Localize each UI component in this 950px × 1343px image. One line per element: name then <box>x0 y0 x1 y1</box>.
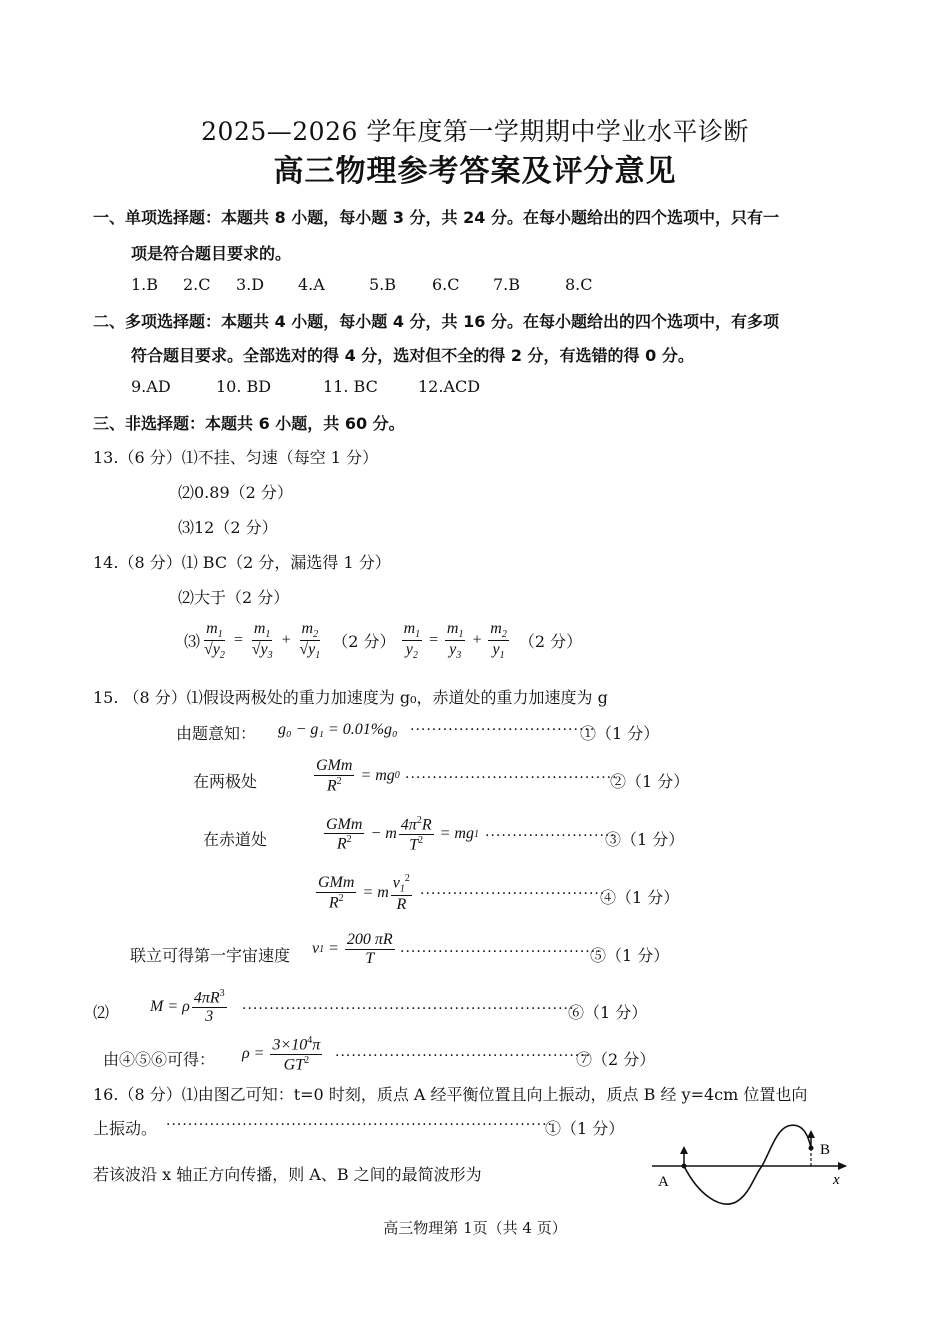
leader-dots: ····························································· <box>242 1001 575 1017</box>
q13-line2: ⑵0.89（2 分） <box>178 483 293 502</box>
section1-answers <box>131 275 593 294</box>
leader-dots: ·································· <box>420 886 606 902</box>
q14-line2: ⑵大于（2 分） <box>178 588 290 607</box>
leader-dots: ························ <box>485 828 616 844</box>
label-a: A <box>658 1174 669 1190</box>
q14-line3 <box>184 620 582 661</box>
q14-score-b: （2 分） <box>518 632 583 652</box>
q15-part2-label: ⑵ <box>93 1003 110 1022</box>
q15-eq5-mark: ⑤（1 分） <box>590 946 670 965</box>
q15-eq5-label: 联立可得第一宇宙速度 <box>130 946 291 965</box>
q16-line2: 上振动。 <box>93 1119 158 1138</box>
page-footer: 高三物理第 1页（共 4 页） <box>383 1219 567 1237</box>
q13-line1: 13.（6 分）⑴不挂、匀速（每空 1 分） <box>93 448 379 467</box>
leader-dots: ······································································· <box>166 1117 553 1133</box>
leader-dots: ··············································· <box>335 1048 592 1064</box>
q15-eq3-mark: ③（1 分） <box>605 830 685 849</box>
section2-answers <box>131 377 480 396</box>
leader-dots: ·································· <box>410 722 596 738</box>
q15-eq6-mark: ⑥（1 分） <box>568 1003 648 1022</box>
q15-eq4-mark: ④（1 分） <box>600 888 680 907</box>
q15-eq3-label: 在赤道处 <box>203 830 268 849</box>
q15-eq7: ρ = $\frac{3\times 10^4\pi}{GT^2}$ <box>242 1035 321 1074</box>
arrow-head <box>807 1130 815 1138</box>
answer: 9.AD <box>131 377 171 396</box>
answer-key-title: 高三物理参考答案及评分意见 <box>273 154 677 189</box>
q15-eq2: $\frac{\text{GMm}}{R^2}$ = mg 0 <box>316 757 400 794</box>
wave-curve <box>684 1125 811 1204</box>
arrow-head <box>680 1146 688 1154</box>
answer: 11. BC <box>323 377 378 396</box>
q14-score-a: （2 分） <box>332 632 396 652</box>
exam-title: 2025—2026 学年度第一学期期中学业水平诊断 <box>201 117 749 146</box>
section2-heading-cont: 符合题目要求。全部选对的得 4 分，选对但不全的得 2 分，有选错的得 0 分。 <box>131 346 694 365</box>
q13-line3: ⑶12（2 分） <box>178 518 278 537</box>
label-x: x <box>833 1172 840 1188</box>
q15-intro: 15. （8 分）⑴假设两极处的重力加速度为 g₀，赤道处的重力加速度为 g <box>93 688 608 707</box>
q15-eq1: g₀ − g₁ = 0.01%g₀ <box>278 721 398 738</box>
answer: 8.C <box>565 275 593 294</box>
label-b: B <box>820 1142 831 1158</box>
wave-diagram <box>650 1118 855 1210</box>
leader-dots: ······································· <box>405 770 618 786</box>
answer: 6.C <box>432 275 460 294</box>
point-a <box>682 1164 687 1169</box>
q15-eq4: $\frac{\text{GMm}}{R^2}$ = m $\frac{v_1^2}{R}$ <box>318 873 410 913</box>
q16-line2-mark: ①（1 分） <box>545 1119 625 1138</box>
answer: 7.B <box>493 275 521 294</box>
answer: 12.ACD <box>418 377 481 396</box>
point-b <box>809 1146 814 1151</box>
answer: 1.B <box>131 275 159 294</box>
q15-eq1-mark: ①（1 分） <box>580 724 660 743</box>
q16-line1: 16.（8 分）⑴由图乙可知：t=0 时刻，质点 A 经平衡位置且向上振动，质点 B 经 y=4cm 位置也向 <box>93 1085 808 1104</box>
leader-dots: ····································· <box>400 944 602 960</box>
q15-eq3: $\frac{\text{GMm}}{R^2}$ − m $\frac{4\pi^2R}{T^2}$ = mg 1 <box>326 815 479 854</box>
section1-heading: 一、单项选择题：本题共 8 小题，每小题 3 分，共 24 分。在每小题给出的四个选项中，只有一 <box>93 208 779 227</box>
q15-eq7-mark: ⑦（2 分） <box>576 1050 656 1069</box>
q15-eq1-label: 由题意知： <box>176 724 257 743</box>
answer: 10. BD <box>216 377 272 396</box>
answer: 2.C <box>183 275 211 294</box>
x-axis-arrow <box>838 1162 847 1170</box>
q15-eq7-label: 由④⑤⑥可得： <box>103 1050 216 1069</box>
section2-heading: 二、多项选择题：本题共 4 小题，每小题 4 分，共 16 分。在每小题给出的四个选项中，有多项 <box>93 312 779 331</box>
section1-heading-cont: 项是符合题目要求的。 <box>131 244 292 263</box>
q14-line1: 14.（8 分）⑴ BC（2 分，漏选得 1 分） <box>93 553 391 572</box>
q15-eq2-mark: ②（1 分） <box>610 772 690 791</box>
q15-eq6: M = ρ $\frac{4\pi R^3}{3}$ <box>150 988 225 1025</box>
q16-line3: 若该波沿 x 轴正方向传播，则 A、B 之间的最简波形为 <box>93 1165 482 1184</box>
answer: 3.D <box>236 275 265 294</box>
answer: 5.B <box>369 275 397 294</box>
q14-formula-a: $\frac{m_1}{√y_2}$ = $\frac{m_1}{√y_3}$ + $\frac{m_2}{√y_1}$ <box>204 620 321 662</box>
section3-heading: 三、非选择题：本题共 6 小题，共 60 分。 <box>93 414 405 433</box>
q15-eq5: v 1 = $\frac{200 \pi R}{T}$ <box>312 931 393 967</box>
q14-part3-label: ⑶ <box>184 632 201 652</box>
q15-eq2-label: 在两极处 <box>193 772 258 791</box>
q14-formula-b: $\frac{m_1}{y_2}$ = $\frac{m_1}{y_3}$ + $\frac{m_2}{y_1}$ <box>403 620 507 662</box>
answer: 4.A <box>298 275 325 294</box>
